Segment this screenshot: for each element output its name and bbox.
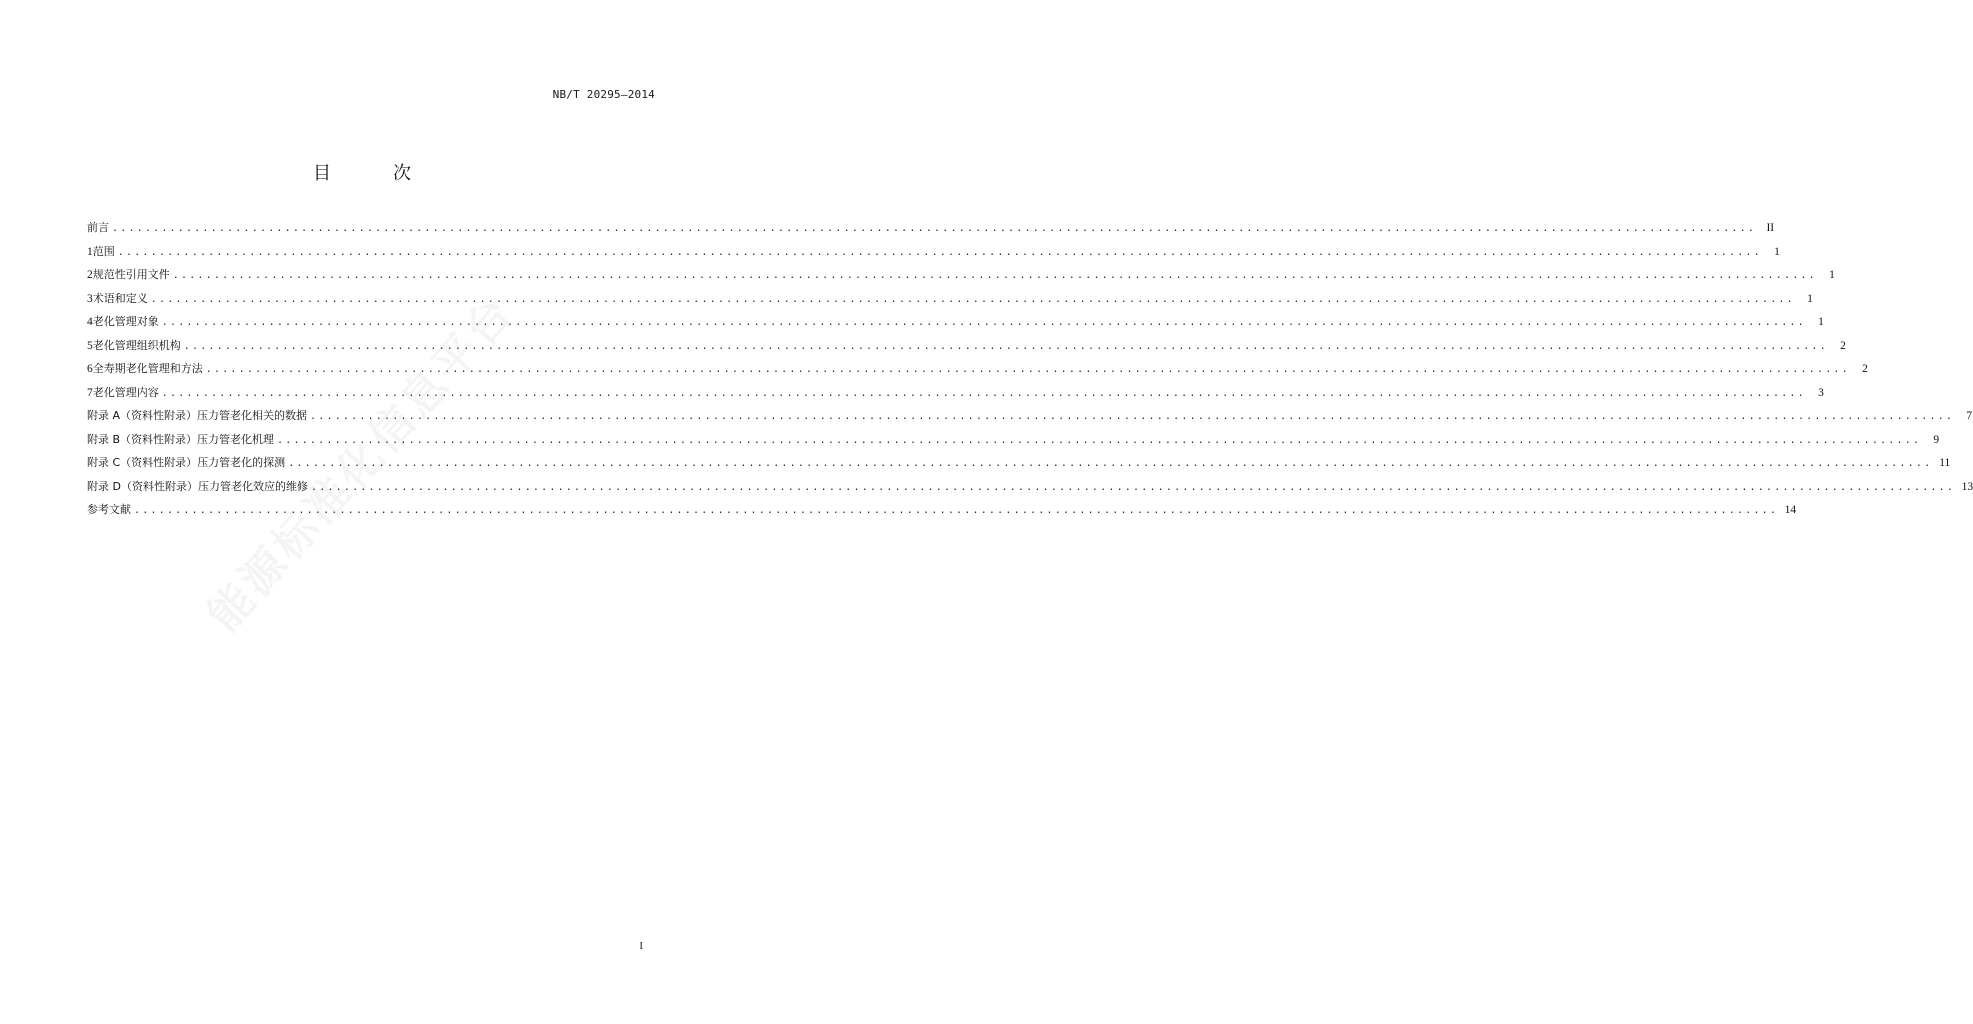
toc-leader-dots: ........................................................................................................................................................................................................ (205, 364, 1850, 375)
toc-label: 老化管理组织机构 (92, 338, 181, 352)
toc-sublabel: 压力管老化效应的维修 (197, 479, 308, 493)
toc-label: 术语和定义 (92, 291, 148, 305)
toc-leader-dots: ........................................................................................................................................................................................................ (310, 411, 1955, 422)
toc-page-number: 13 (1961, 480, 1973, 493)
toc-page-number: II (1766, 222, 1775, 234)
toc-label: 老化管理对象 (92, 315, 159, 328)
toc-page-number: 2 (1840, 339, 1846, 352)
standard-code: NB/T 20295—2014 (552, 88, 655, 101)
toc-leader-dots: ........................................................................................................................................................................................................ (134, 505, 1779, 516)
toc-leader-dots: ........................................................................................................................................................................................................ (150, 293, 1795, 305)
toc-section-number: 5 (87, 339, 93, 352)
toc-leader-dots: ........................................................................................................................................................................................................ (112, 223, 1757, 234)
toc-entry-appendix-b[interactable] (87, 428, 1940, 452)
toc-label: 规范性引用文件 (92, 268, 170, 281)
toc-leader-dots: ........................................................................................................................................................................................................ (172, 270, 1817, 281)
toc-section-number: 4 (87, 316, 93, 328)
toc-page-number: 1 (1818, 316, 1824, 328)
toc-entry-scope[interactable] (87, 240, 1780, 264)
toc-entry-aging-objects[interactable] (87, 310, 1824, 334)
toc-leader-dots: ........................................................................................................................................................................................................ (310, 481, 1956, 493)
toc-sublabel: 压力管老化机理 (197, 432, 275, 446)
toc-label: 前言 (87, 221, 109, 234)
toc-leader-dots: ........................................................................................................................................................................................................ (117, 246, 1762, 258)
toc-entry-management-content[interactable] (87, 381, 1824, 405)
toc-section-number: 2 (87, 269, 93, 281)
toc-leader-dots: ........................................................................................................................................................................................................ (183, 340, 1828, 352)
toc-page-number: 7 (1966, 410, 1973, 422)
toc-label: 全寿期老化管理和方法 (92, 362, 203, 375)
toc-page-number: 2 (1862, 363, 1868, 375)
toc-entry-appendix-c[interactable] (87, 451, 1951, 475)
toc-entry-appendix-d[interactable] (87, 475, 1973, 499)
toc-entry-organization[interactable] (87, 334, 1846, 358)
toc-label: 附录 D（资料性附录） (87, 479, 198, 493)
toc-label: 范围 (92, 244, 115, 258)
toc-entry-appendix-a[interactable] (87, 404, 1973, 428)
toc-leader-dots: ........................................................................................................................................................................................................ (277, 434, 1922, 446)
toc-label: 参考文献 (87, 503, 131, 516)
toc-page-number: 9 (1933, 433, 1940, 446)
toc-sublabel: 压力管老化相关的数据 (197, 409, 308, 422)
toc-leader-dots: ........................................................................................................................................................................................................ (161, 317, 1806, 328)
toc-leader-dots: ........................................................................................................................................................................................................ (288, 458, 1933, 469)
toc-section-number: 6 (87, 363, 93, 375)
toc-page-number: 14 (1784, 504, 1797, 516)
toc-section-number: 3 (87, 292, 93, 305)
toc-label: 附录 C（资料性附录） (87, 456, 198, 469)
toc-label: 老化管理内容 (92, 385, 159, 399)
page-title: 目 次 (313, 163, 433, 184)
toc-label: 附录 B（资料性附录） (87, 432, 198, 446)
toc-page-number: 1 (1829, 269, 1835, 281)
toc-entry-lifecycle-management[interactable] (87, 357, 1868, 381)
toc-section-number: 1 (87, 245, 93, 258)
toc-label: 附录 A（资料性附录） (87, 409, 198, 422)
toc-entry-terms-definitions[interactable] (87, 287, 1813, 311)
toc-section-number: 7 (87, 386, 93, 399)
toc-leader-dots: ........................................................................................................................................................................................................ (161, 387, 1806, 399)
toc-sublabel: 压力管老化的探测 (197, 456, 286, 469)
toc-page-number: 3 (1818, 386, 1824, 399)
toc-page-number: 1 (1807, 292, 1813, 305)
toc-page-number: 11 (1939, 457, 1951, 469)
toc-page-number: 1 (1774, 245, 1780, 258)
table-of-contents (87, 216, 1973, 522)
page-number: I (639, 940, 643, 952)
toc-entry-bibliography[interactable] (87, 498, 1797, 522)
toc-entry-normative-references[interactable] (87, 263, 1835, 287)
toc-entry-foreword[interactable] (87, 216, 1775, 240)
